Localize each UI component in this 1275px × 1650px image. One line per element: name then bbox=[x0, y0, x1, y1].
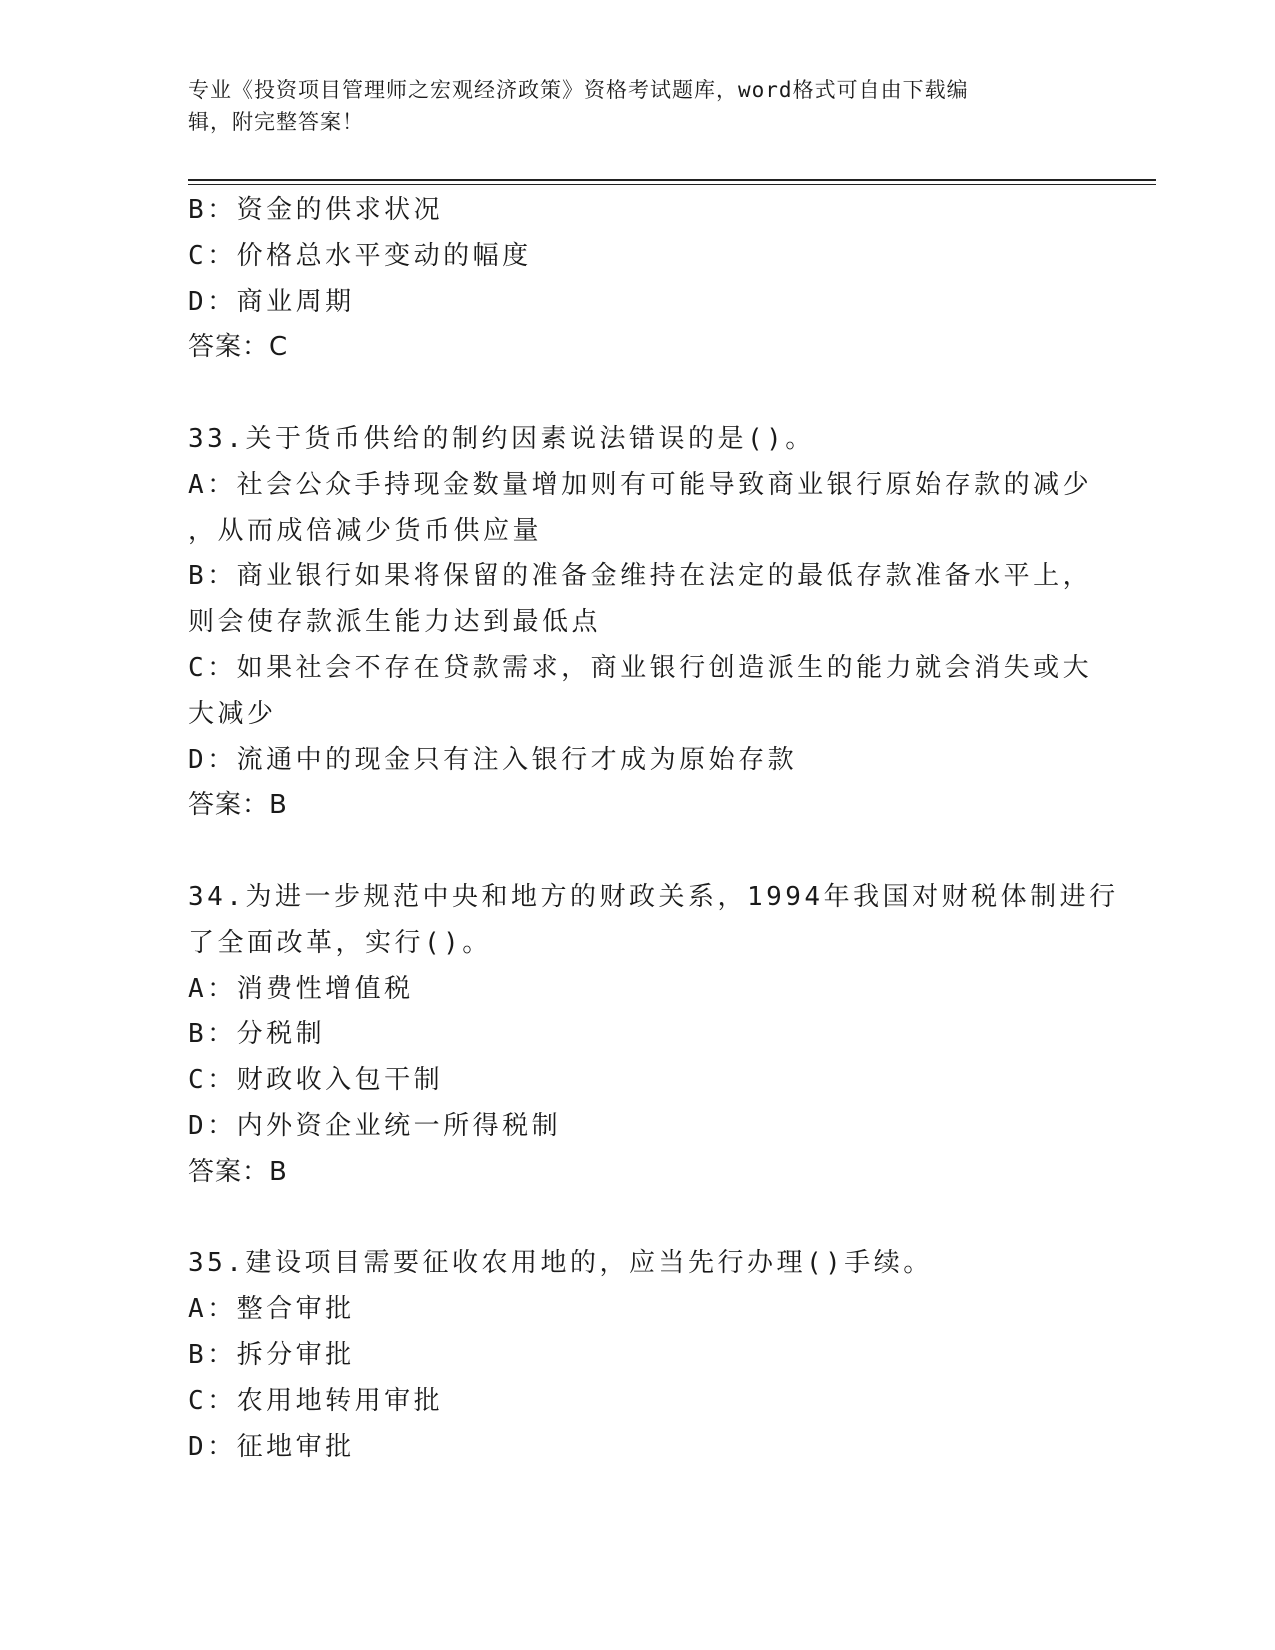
header-divider-thin bbox=[188, 184, 1156, 185]
q33-option-a-line-1: A：社会公众手持现金数量增加则有可能导致商业银行原始存款的减少 bbox=[188, 469, 1093, 500]
q34-option-d: D：内外资企业统一所得税制 bbox=[188, 1110, 562, 1141]
q33-option-b-line-1: B：商业银行如果将保留的准备金维持在法定的最低存款准备水平上， bbox=[188, 561, 1093, 592]
q34-question-line-1: 34.为进一步规范中央和地方的财政关系，1994年我国对财税体制进行 bbox=[188, 881, 1119, 912]
header-divider-thick bbox=[188, 179, 1156, 181]
q32-option-b: B：资金的供求状况 bbox=[188, 195, 444, 225]
header-line-2: 辑，附完整答案！ bbox=[188, 110, 364, 134]
q35-option-c: C：农用地转用审批 bbox=[188, 1385, 444, 1416]
spacer bbox=[188, 371, 1088, 417]
document-header bbox=[188, 74, 1068, 138]
q34-option-c: C：财政收入包干制 bbox=[188, 1065, 444, 1096]
spacer bbox=[188, 1196, 1088, 1242]
q32-option-d: D：商业周期 bbox=[188, 286, 355, 317]
q35-option-d: D：征地审批 bbox=[188, 1431, 355, 1462]
q33-option-c-line-2: 大减少 bbox=[188, 698, 277, 729]
q33-option-a-line-2: ，从而成倍减少货币供应量 bbox=[188, 515, 543, 546]
q32-option-c: C：价格总水平变动的幅度 bbox=[188, 240, 532, 271]
q33-question: 33.关于货币供给的制约因素说法错误的是()。 bbox=[188, 423, 815, 454]
q34-question-line-2: 了全面改革，实行()。 bbox=[188, 927, 492, 958]
q33-option-b-line-2: 则会使存款派生能力达到最低点 bbox=[188, 607, 602, 638]
header-line-1: 专业《投资项目管理师之宏观经济政策》资格考试题库，word格式可自由下载编 bbox=[188, 78, 969, 102]
q32-answer: 答案：C bbox=[188, 332, 289, 363]
spacer bbox=[188, 829, 1088, 875]
question-32 bbox=[188, 188, 1088, 371]
q34-answer: 答案：B bbox=[188, 1156, 288, 1187]
q34-option-a: A：消费性增值税 bbox=[188, 973, 414, 1004]
question-35 bbox=[188, 1241, 1088, 1470]
q33-answer: 答案：B bbox=[188, 790, 288, 821]
q35-question: 35.建设项目需要征收农用地的，应当先行办理()手续。 bbox=[188, 1248, 933, 1279]
q35-option-b: B：拆分审批 bbox=[188, 1339, 355, 1370]
question-34 bbox=[188, 875, 1119, 1196]
question-list bbox=[188, 188, 1119, 1470]
question-33 bbox=[188, 417, 1093, 829]
q33-option-d: D：流通中的现金只有注入银行才成为原始存款 bbox=[188, 744, 798, 775]
q34-option-b: B：分税制 bbox=[188, 1019, 326, 1050]
q35-option-a: A：整合审批 bbox=[188, 1294, 355, 1325]
q33-option-c-line-1: C：如果社会不存在贷款需求，商业银行创造派生的能力就会消失或大 bbox=[188, 652, 1093, 683]
